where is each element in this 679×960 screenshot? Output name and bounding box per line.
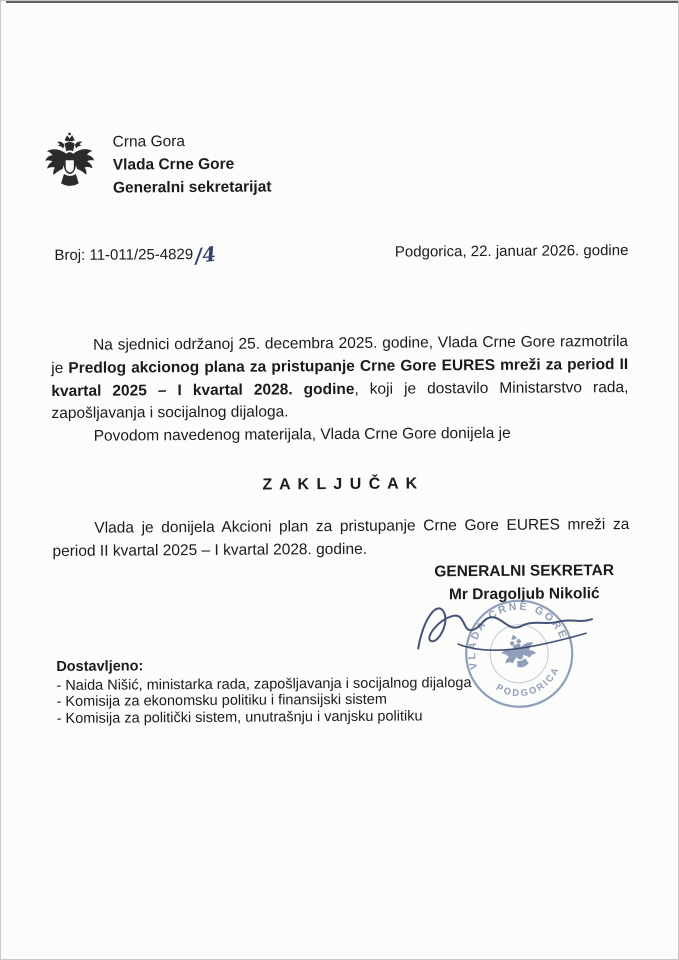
letterhead-department: Generalni sekretarijat (112, 178, 272, 197)
document-body (51, 331, 630, 564)
reference-number (54, 240, 217, 268)
paragraph-intro-conclusion: Povodom navedenog materijala, Vlada Crne Gore donijela je (93, 424, 511, 445)
distribution-item: - Komisija za ekonomsku politiku i finansijski sistem (56, 691, 387, 710)
handwritten-mark: /4 (193, 241, 217, 268)
letterhead (43, 129, 272, 200)
reference-row (54, 237, 629, 268)
letterhead-text (113, 129, 272, 199)
stamp-text-bottom: PODGORICA (494, 664, 563, 700)
signatory-name: Mr Dragoljub Nikolić (448, 585, 600, 604)
distribution-item: - Komisija za politički sistem, unutrašnju i vanjsku politiku (56, 707, 423, 727)
place-date: Podgorica, 22. januar 2026. godine (394, 241, 629, 261)
montenegro-double-headed-eagle-icon (43, 131, 97, 197)
reference-number-text: Broj: 11-011/25-4829 (54, 246, 194, 264)
letterhead-country: Crna Gora (112, 133, 186, 151)
conclusion-heading: Z A K L J U Č A K (262, 475, 419, 494)
paragraph-session-part1: Na sjednici održanoj 25. decembra 2025. godine, Vlada Crne Gore razmotrila je (51, 332, 629, 377)
signatory-title: GENERALNI SEKRETAR (434, 562, 615, 581)
stamp-text-top: VLADA CRNE GORE (466, 600, 570, 671)
paragraph-session (51, 331, 629, 426)
distribution-block (56, 656, 472, 727)
paragraph-session-bold-title: Predlog akcionog plana za pristupanje Crne Gore EURES mreži za period II kvartal 2025 – I kvartal 2028. godine (51, 355, 629, 400)
paragraph-conclusion: Vlada je donijela Akcioni plan za pristupanje Crne Gore EURES mreži za period II kvartal 2025 – I kvartal 2028. godine. (52, 516, 630, 561)
distribution-item: - Naida Nišić, ministarka rada, zapošljavanja i socijalnog dijaloga (56, 674, 472, 694)
paragraph-session-part2: , koji je dostavilo Ministarstvo rada, zapošljavanja i socijalnog dijaloga. (51, 378, 629, 423)
letterhead-government: Vlada Crne Gore (112, 155, 235, 174)
distribution-label: Dostavljeno: (56, 658, 144, 675)
